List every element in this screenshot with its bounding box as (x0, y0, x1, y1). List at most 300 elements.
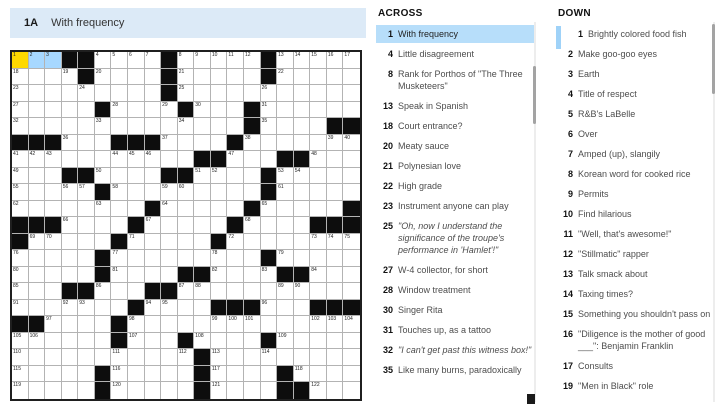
grid-cell[interactable] (45, 118, 62, 135)
grid-cell[interactable] (244, 217, 261, 234)
grid-cell[interactable] (343, 151, 360, 168)
grid-cell[interactable] (343, 85, 360, 102)
grid-cell[interactable] (227, 184, 244, 201)
grid-cell[interactable] (145, 52, 162, 69)
grid-cell[interactable] (111, 102, 128, 119)
grid-cell[interactable] (161, 250, 178, 267)
grid-cell[interactable] (227, 85, 244, 102)
grid-cell[interactable] (145, 85, 162, 102)
grid-cell[interactable] (327, 267, 344, 284)
grid-cell[interactable] (145, 102, 162, 119)
grid-cell[interactable] (310, 102, 327, 119)
grid-cell[interactable] (327, 168, 344, 185)
grid-cell[interactable] (178, 69, 195, 86)
grid-cell[interactable] (178, 366, 195, 383)
grid-cell[interactable] (227, 250, 244, 267)
across-clue-item[interactable] (376, 364, 534, 376)
grid-cell[interactable] (29, 168, 46, 185)
grid-cell[interactable] (343, 184, 360, 201)
grid-cell[interactable] (194, 234, 211, 251)
grid-cell[interactable] (95, 85, 112, 102)
grid-cell[interactable] (62, 366, 79, 383)
grid-cell[interactable] (145, 151, 162, 168)
grid-cell[interactable] (294, 234, 311, 251)
grid-cell[interactable] (211, 333, 228, 350)
grid-cell[interactable] (161, 267, 178, 284)
grid-cell[interactable] (211, 69, 228, 86)
grid-cell[interactable] (211, 366, 228, 383)
grid-cell[interactable] (343, 333, 360, 350)
grid-cell[interactable] (277, 184, 294, 201)
down-clue-item[interactable] (556, 148, 714, 160)
grid-cell[interactable] (45, 184, 62, 201)
grid-cell[interactable] (277, 52, 294, 69)
grid-cell[interactable] (261, 316, 278, 333)
grid-cell[interactable] (29, 69, 46, 86)
grid-cell[interactable] (310, 118, 327, 135)
grid-cell[interactable] (343, 283, 360, 300)
grid-cell[interactable] (145, 349, 162, 366)
grid-cell[interactable] (161, 349, 178, 366)
down-clue-item[interactable] (556, 360, 714, 372)
grid-cell[interactable] (29, 102, 46, 119)
grid-cell[interactable] (343, 316, 360, 333)
grid-cell[interactable] (161, 151, 178, 168)
grid-cell[interactable] (45, 69, 62, 86)
grid-cell[interactable] (161, 382, 178, 399)
grid-cell[interactable] (111, 151, 128, 168)
grid-cell[interactable] (29, 201, 46, 218)
grid-cell[interactable] (12, 118, 29, 135)
grid-cell[interactable] (128, 333, 145, 350)
grid-cell[interactable] (29, 52, 46, 69)
down-clue-item[interactable] (556, 208, 714, 220)
grid-cell[interactable] (277, 316, 294, 333)
grid-cell[interactable] (62, 300, 79, 317)
down-clue-item[interactable] (556, 168, 714, 180)
grid-cell[interactable] (227, 151, 244, 168)
grid-cell[interactable] (310, 52, 327, 69)
grid-cell[interactable] (261, 85, 278, 102)
grid-cell[interactable] (227, 118, 244, 135)
grid-cell[interactable] (29, 250, 46, 267)
grid-cell[interactable] (78, 201, 95, 218)
grid-cell[interactable] (194, 316, 211, 333)
grid-cell[interactable] (343, 349, 360, 366)
down-clue-item[interactable] (556, 228, 714, 240)
grid-cell[interactable] (327, 234, 344, 251)
grid-cell[interactable] (12, 267, 29, 284)
grid-cell[interactable] (277, 333, 294, 350)
grid-cell[interactable] (111, 349, 128, 366)
grid-cell[interactable] (12, 250, 29, 267)
grid-cell[interactable] (310, 382, 327, 399)
grid-cell[interactable] (29, 366, 46, 383)
grid-cell[interactable] (78, 333, 95, 350)
grid-cell[interactable] (244, 85, 261, 102)
grid-cell[interactable] (62, 333, 79, 350)
grid-cell[interactable] (294, 102, 311, 119)
grid-cell[interactable] (62, 151, 79, 168)
grid-cell[interactable] (45, 250, 62, 267)
grid-cell[interactable] (310, 283, 327, 300)
grid-cell[interactable] (294, 250, 311, 267)
grid-cell[interactable] (327, 184, 344, 201)
grid-cell[interactable] (178, 234, 195, 251)
grid-cell[interactable] (111, 217, 128, 234)
grid-cell[interactable] (178, 201, 195, 218)
grid-cell[interactable] (310, 316, 327, 333)
grid-cell[interactable] (343, 382, 360, 399)
grid-cell[interactable] (111, 69, 128, 86)
grid-cell[interactable] (78, 366, 95, 383)
grid-cell[interactable] (261, 234, 278, 251)
grid-cell[interactable] (29, 85, 46, 102)
grid-cell[interactable] (12, 184, 29, 201)
grid-cell[interactable] (294, 135, 311, 152)
grid-cell[interactable] (128, 316, 145, 333)
grid-cell[interactable] (62, 234, 79, 251)
grid-cell[interactable] (62, 184, 79, 201)
grid-cell[interactable] (95, 333, 112, 350)
grid-cell[interactable] (294, 217, 311, 234)
grid-cell[interactable] (261, 283, 278, 300)
grid-cell[interactable] (194, 135, 211, 152)
grid-cell[interactable] (12, 168, 29, 185)
grid-cell[interactable] (62, 267, 79, 284)
grid-cell[interactable] (294, 316, 311, 333)
grid-cell[interactable] (145, 69, 162, 86)
grid-cell[interactable] (128, 234, 145, 251)
grid-cell[interactable] (227, 366, 244, 383)
grid-cell[interactable] (178, 300, 195, 317)
grid-cell[interactable] (261, 382, 278, 399)
grid-cell[interactable] (294, 201, 311, 218)
grid-cell[interactable] (95, 69, 112, 86)
grid-cell[interactable] (111, 85, 128, 102)
grid-cell[interactable] (145, 382, 162, 399)
grid-cell[interactable] (211, 135, 228, 152)
grid-cell[interactable] (178, 283, 195, 300)
grid-cell[interactable] (29, 118, 46, 135)
grid-cell[interactable] (261, 366, 278, 383)
grid-cell[interactable] (194, 85, 211, 102)
grid-cell[interactable] (161, 316, 178, 333)
grid-cell[interactable] (12, 102, 29, 119)
grid-cell[interactable] (111, 201, 128, 218)
grid-cell[interactable] (12, 366, 29, 383)
grid-cell[interactable] (277, 349, 294, 366)
grid-cell[interactable] (62, 69, 79, 86)
grid-cell[interactable] (194, 184, 211, 201)
grid-cell[interactable] (327, 135, 344, 152)
down-clue-item[interactable] (556, 268, 714, 280)
grid-cell[interactable] (343, 52, 360, 69)
grid-cell[interactable] (12, 201, 29, 218)
grid-cell[interactable] (277, 201, 294, 218)
grid-cell[interactable] (178, 217, 195, 234)
grid-cell[interactable] (78, 382, 95, 399)
grid-cell[interactable] (194, 333, 211, 350)
grid-cell[interactable] (227, 382, 244, 399)
grid-cell[interactable] (294, 300, 311, 317)
grid-cell[interactable] (111, 382, 128, 399)
grid-cell[interactable] (310, 267, 327, 284)
grid-cell[interactable] (128, 69, 145, 86)
grid-cell[interactable] (178, 85, 195, 102)
grid-cell[interactable] (343, 250, 360, 267)
grid-cell[interactable] (227, 234, 244, 251)
grid-cell[interactable] (45, 52, 62, 69)
across-scrollbar-thumb[interactable] (533, 66, 536, 124)
grid-cell[interactable] (62, 118, 79, 135)
grid-cell[interactable] (294, 333, 311, 350)
grid-cell[interactable] (227, 267, 244, 284)
grid-cell[interactable] (95, 52, 112, 69)
grid-cell[interactable] (211, 118, 228, 135)
grid-cell[interactable] (78, 267, 95, 284)
grid-cell[interactable] (194, 168, 211, 185)
grid-cell[interactable] (261, 300, 278, 317)
grid-cell[interactable] (244, 333, 261, 350)
grid-cell[interactable] (327, 366, 344, 383)
grid-cell[interactable] (78, 316, 95, 333)
grid-cell[interactable] (327, 69, 344, 86)
across-clue-item[interactable] (376, 48, 534, 60)
selected-cell[interactable] (12, 52, 29, 69)
grid-cell[interactable] (194, 300, 211, 317)
grid-cell[interactable] (277, 85, 294, 102)
grid-cell[interactable] (310, 168, 327, 185)
grid-cell[interactable] (45, 85, 62, 102)
grid-cell[interactable] (145, 316, 162, 333)
grid-cell[interactable] (12, 349, 29, 366)
grid-cell[interactable] (161, 135, 178, 152)
grid-cell[interactable] (194, 250, 211, 267)
grid-cell[interactable] (327, 151, 344, 168)
grid-cell[interactable] (95, 135, 112, 152)
grid-cell[interactable] (128, 118, 145, 135)
across-clue-item[interactable] (376, 304, 534, 316)
grid-cell[interactable] (194, 69, 211, 86)
grid-cell[interactable] (95, 201, 112, 218)
grid-cell[interactable] (277, 69, 294, 86)
grid-cell[interactable] (95, 234, 112, 251)
grid-cell[interactable] (277, 300, 294, 317)
grid-cell[interactable] (29, 234, 46, 251)
grid-cell[interactable] (261, 201, 278, 218)
grid-cell[interactable] (111, 267, 128, 284)
grid-cell[interactable] (145, 184, 162, 201)
grid-cell[interactable] (211, 217, 228, 234)
down-clue-item[interactable] (556, 328, 714, 352)
grid-cell[interactable] (178, 250, 195, 267)
across-clue-item[interactable] (376, 25, 534, 43)
grid-cell[interactable] (244, 316, 261, 333)
grid-cell[interactable] (78, 135, 95, 152)
grid-cell[interactable] (161, 333, 178, 350)
grid-cell[interactable] (327, 85, 344, 102)
grid-cell[interactable] (327, 250, 344, 267)
grid-cell[interactable] (178, 52, 195, 69)
grid-cell[interactable] (178, 316, 195, 333)
grid-cell[interactable] (327, 201, 344, 218)
grid-cell[interactable] (95, 118, 112, 135)
grid-cell[interactable] (12, 382, 29, 399)
grid-cell[interactable] (45, 102, 62, 119)
grid-cell[interactable] (261, 217, 278, 234)
grid-cell[interactable] (227, 283, 244, 300)
grid-cell[interactable] (211, 267, 228, 284)
grid-cell[interactable] (327, 349, 344, 366)
grid-cell[interactable] (45, 316, 62, 333)
grid-cell[interactable] (244, 52, 261, 69)
grid-cell[interactable] (45, 234, 62, 251)
down-clue-item[interactable] (556, 28, 714, 40)
grid-cell[interactable] (78, 118, 95, 135)
grid-cell[interactable] (161, 201, 178, 218)
grid-cell[interactable] (211, 102, 228, 119)
across-clue-item[interactable] (376, 180, 534, 192)
grid-cell[interactable] (327, 102, 344, 119)
grid-cell[interactable] (128, 102, 145, 119)
grid-cell[interactable] (327, 283, 344, 300)
grid-cell[interactable] (62, 102, 79, 119)
grid-cell[interactable] (343, 267, 360, 284)
grid-cell[interactable] (29, 151, 46, 168)
down-clue-item[interactable] (556, 288, 714, 300)
grid-cell[interactable] (12, 69, 29, 86)
grid-cell[interactable] (111, 118, 128, 135)
grid-cell[interactable] (128, 283, 145, 300)
grid-cell[interactable] (211, 250, 228, 267)
grid-cell[interactable] (78, 184, 95, 201)
grid-cell[interactable] (310, 201, 327, 218)
crossword-grid[interactable] (10, 50, 362, 401)
grid-cell[interactable] (261, 267, 278, 284)
grid-cell[interactable] (294, 283, 311, 300)
across-clue-item[interactable] (376, 344, 534, 356)
grid-cell[interactable] (178, 118, 195, 135)
grid-cell[interactable] (227, 201, 244, 218)
grid-cell[interactable] (12, 85, 29, 102)
grid-cell[interactable] (261, 349, 278, 366)
grid-cell[interactable] (277, 102, 294, 119)
grid-cell[interactable] (211, 168, 228, 185)
grid-cell[interactable] (78, 151, 95, 168)
across-clue-item[interactable] (376, 284, 534, 296)
grid-cell[interactable] (62, 85, 79, 102)
grid-cell[interactable] (45, 201, 62, 218)
grid-cell[interactable] (178, 184, 195, 201)
grid-cell[interactable] (161, 118, 178, 135)
grid-cell[interactable] (244, 366, 261, 383)
grid-cell[interactable] (111, 168, 128, 185)
grid-cell[interactable] (310, 250, 327, 267)
grid-cell[interactable] (244, 267, 261, 284)
grid-cell[interactable] (194, 102, 211, 119)
down-clue-item[interactable] (556, 380, 714, 392)
across-clue-item[interactable] (376, 140, 534, 152)
grid-cell[interactable] (62, 349, 79, 366)
grid-cell[interactable] (95, 283, 112, 300)
down-clue-item[interactable] (556, 248, 714, 260)
grid-cell[interactable] (294, 69, 311, 86)
grid-cell[interactable] (261, 102, 278, 119)
grid-cell[interactable] (310, 69, 327, 86)
grid-cell[interactable] (12, 333, 29, 350)
grid-cell[interactable] (227, 333, 244, 350)
across-clue-item[interactable] (376, 120, 534, 132)
grid-cell[interactable] (277, 217, 294, 234)
grid-cell[interactable] (211, 201, 228, 218)
across-clue-item[interactable] (376, 160, 534, 172)
grid-cell[interactable] (29, 283, 46, 300)
down-clue-item[interactable] (556, 48, 714, 60)
grid-cell[interactable] (161, 234, 178, 251)
across-clue-item[interactable] (376, 68, 534, 92)
grid-cell[interactable] (128, 184, 145, 201)
grid-cell[interactable] (343, 135, 360, 152)
grid-cell[interactable] (261, 118, 278, 135)
grid-cell[interactable] (244, 184, 261, 201)
across-clue-item[interactable] (376, 200, 534, 212)
grid-cell[interactable] (145, 300, 162, 317)
grid-cell[interactable] (45, 333, 62, 350)
grid-cell[interactable] (161, 102, 178, 119)
grid-cell[interactable] (145, 217, 162, 234)
grid-cell[interactable] (294, 52, 311, 69)
grid-cell[interactable] (178, 135, 195, 152)
grid-cell[interactable] (310, 349, 327, 366)
grid-cell[interactable] (277, 168, 294, 185)
grid-cell[interactable] (261, 135, 278, 152)
grid-cell[interactable] (277, 135, 294, 152)
grid-cell[interactable] (277, 250, 294, 267)
grid-cell[interactable] (244, 382, 261, 399)
across-clue-item[interactable] (376, 324, 534, 336)
grid-cell[interactable] (294, 366, 311, 383)
grid-cell[interactable] (78, 349, 95, 366)
grid-cell[interactable] (95, 349, 112, 366)
grid-cell[interactable] (227, 69, 244, 86)
grid-cell[interactable] (29, 184, 46, 201)
grid-cell[interactable] (95, 316, 112, 333)
grid-cell[interactable] (294, 184, 311, 201)
grid-cell[interactable] (111, 250, 128, 267)
grid-cell[interactable] (211, 382, 228, 399)
grid-cell[interactable] (310, 184, 327, 201)
grid-cell[interactable] (145, 333, 162, 350)
grid-cell[interactable] (95, 168, 112, 185)
grid-cell[interactable] (161, 300, 178, 317)
across-clue-item[interactable] (376, 100, 534, 112)
grid-cell[interactable] (244, 168, 261, 185)
grid-cell[interactable] (128, 168, 145, 185)
grid-cell[interactable] (128, 349, 145, 366)
grid-cell[interactable] (227, 168, 244, 185)
grid-cell[interactable] (211, 52, 228, 69)
grid-cell[interactable] (111, 184, 128, 201)
grid-cell[interactable] (161, 184, 178, 201)
grid-cell[interactable] (45, 283, 62, 300)
grid-cell[interactable] (128, 267, 145, 284)
grid-cell[interactable] (277, 234, 294, 251)
grid-cell[interactable] (45, 168, 62, 185)
grid-cell[interactable] (211, 349, 228, 366)
grid-cell[interactable] (294, 85, 311, 102)
grid-cell[interactable] (78, 250, 95, 267)
